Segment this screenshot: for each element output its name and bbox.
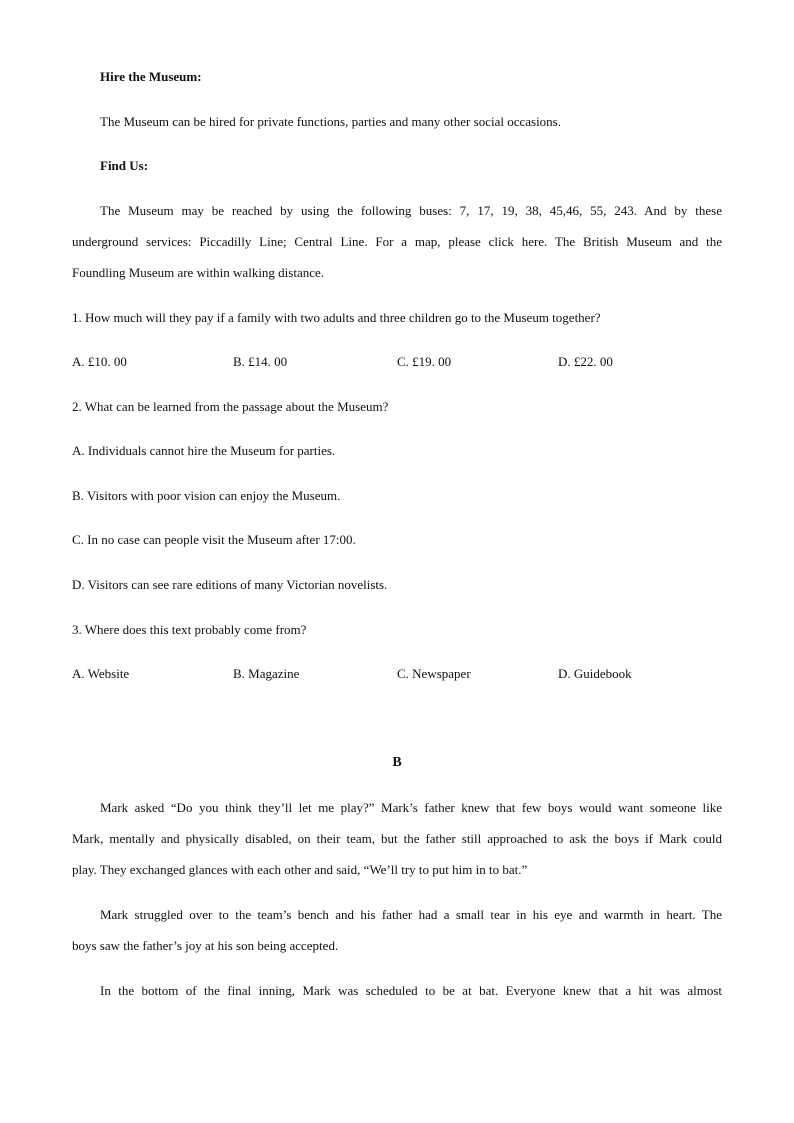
question-3-option-b: B. Magazine	[233, 666, 300, 681]
question-3-options	[72, 665, 722, 682]
hire-museum-text: The Museum can be hired for private functions, parties and many other social occasions.	[100, 114, 561, 129]
question-2-option-b: B. Visitors with poor vision can enjoy the Museum.	[72, 488, 341, 503]
question-1-text: 1. How much will they pay if a family with two adults and three children go to the Museum together?	[72, 310, 601, 325]
question-1-options	[72, 353, 722, 370]
question-3-option-a: A. Website	[72, 666, 130, 681]
paragraph-3-line-1: In the bottom of the final inning, Mark was scheduled to be at bat. Everyone knew that a hit was almost	[100, 983, 722, 998]
find-us-line-3: Foundling Museum are within walking distance.	[72, 265, 325, 280]
find-us-line-2: underground services: Piccadilly Line; Central Line. For a map, please click here. The British Museum and the	[72, 234, 722, 249]
paragraph-1-line-3: play. They exchanged glances with each other and said, “We’ll try to put him in to bat.”	[72, 862, 528, 877]
find-us-heading: Find Us:	[100, 158, 149, 173]
question-3-text: 3. Where does this text probably come from?	[72, 622, 307, 637]
question-2-option-a: A. Individuals cannot hire the Museum for parties.	[72, 443, 336, 458]
question-1-option-b: B. £14. 00	[233, 354, 288, 369]
question-2-option-d: D. Visitors can see rare editions of many Victorian novelists.	[72, 577, 388, 592]
paragraph-1-line-1: Mark asked “Do you think they’ll let me play?” Mark’s father knew that few boys would want someone like	[100, 800, 722, 815]
question-1-option-d: D. £22. 00	[558, 354, 613, 369]
question-1-option-c: C. £19. 00	[397, 354, 452, 369]
question-2-option-c: C. In no case can people visit the Museum after 17:00.	[72, 532, 356, 547]
question-3-option-c: C. Newspaper	[397, 666, 471, 681]
hire-museum-heading: Hire the Museum:	[100, 69, 202, 84]
paragraph-2-line-2: boys saw the father’s joy at his son being accepted.	[72, 938, 339, 953]
paragraph-2-line-1: Mark struggled over to the team’s bench and his father had a small tear in his eye and warmth in heart. The	[100, 907, 722, 922]
question-3-option-d: D. Guidebook	[558, 666, 632, 681]
question-1-option-a: A. £10. 00	[72, 354, 127, 369]
find-us-line-1: The Museum may be reached by using the following buses: 7, 17, 19, 38, 45,46, 55, 243. And by these	[100, 203, 722, 218]
paragraph-1-line-2: Mark, mentally and physically disabled, on their team, but the father still approached to ask the boys if Mark could	[72, 831, 722, 846]
question-2-text: 2. What can be learned from the passage about the Museum?	[72, 399, 389, 414]
section-b-heading: B	[392, 755, 402, 770]
